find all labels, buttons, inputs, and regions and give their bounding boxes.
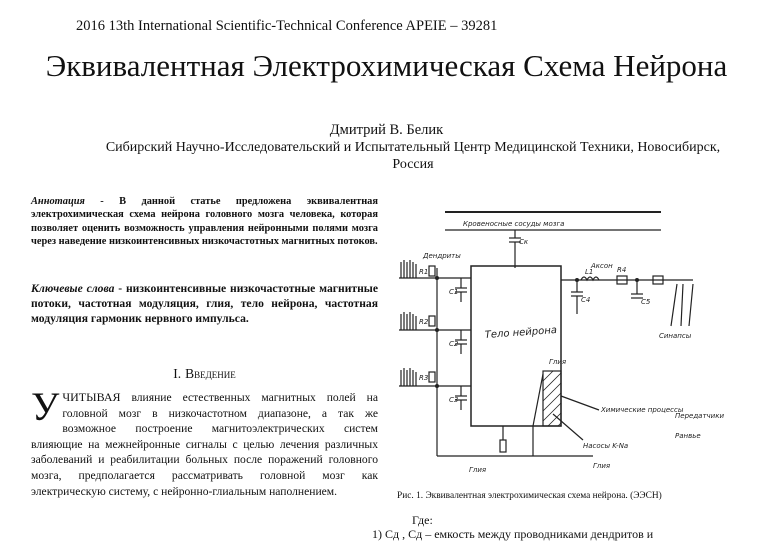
label-c-vessel: Ск — [519, 238, 529, 246]
label-dendrites: Дендриты — [423, 252, 461, 260]
label-c1: C1 — [449, 288, 459, 296]
keywords — [31, 281, 378, 326]
label-c3: C3 — [449, 396, 459, 404]
label-synapses: Синапсы — [659, 332, 692, 340]
drop-cap: У — [31, 384, 60, 429]
label-neuron-body: Тело нейрона — [484, 324, 558, 341]
author-affiliation: Сибирский Научно-Исследовательский и Испытательный Центр Медицинской Техники, Новосибирск, Россия — [105, 140, 721, 172]
glia-hatching — [543, 371, 561, 426]
abstract-text: - В данной статье предложена эквивалентная электрохимическая схема нейрона головного мозга человека, которая позволяет оценить возможность управления нейронными полями мозга через наведение низкоинтенсивных низкочастотных магнитных потоков. — [31, 196, 378, 248]
where-label: Где: — [412, 513, 433, 527]
label-r4: R4 — [617, 266, 627, 274]
section-heading — [31, 366, 378, 382]
label-c2: C2 — [449, 340, 459, 348]
section-number: I. — [173, 366, 182, 381]
label-c4: C4 — [581, 296, 591, 304]
intro-first-word: ЧИТЫВАЯ — [62, 390, 121, 404]
label-ranvier: Ранвье — [675, 432, 701, 440]
label-glia-2: Глия — [593, 462, 611, 470]
label-chem-processes: Химические процессы — [601, 406, 684, 414]
label-glia-bottom: Глия — [469, 466, 487, 474]
label-r1: R1 — [419, 268, 429, 276]
abstract — [31, 195, 378, 249]
author-name: Дмитрий В. Белик — [329, 122, 444, 138]
keywords-label: Ключевые слова — [31, 282, 115, 295]
label-r3: R3 — [419, 374, 429, 382]
label-glia: Глия — [549, 358, 567, 366]
keywords-text: - низкоинтенсивные низкочастотные магнитные потоки, частотная модуляция, глия, тело нейрона, частотная модуляция гармоник нервного импульса. — [31, 282, 378, 325]
intro-paragraph — [31, 384, 378, 499]
label-transmitters: Передатчики — [675, 412, 724, 420]
abstract-label: Аннотация — [31, 196, 85, 207]
label-l1: L1 — [585, 268, 594, 276]
section-title: Введение — [185, 366, 236, 381]
intro-text: влияние естественных магнитных полей на головной мозг в низкочастотном диапазоне, а так же возможное построение магнитоэлектрических систем влияющие на межнейронные сигналы с целью лечения различных заболеваний и реабилитации больных после поражений головного мозга, предполагается рассматривать головной мозг как электрическую систему, с нейронно-глиальным наполнением. — [31, 391, 378, 498]
dendrite-row-3 — [399, 368, 471, 410]
definition-list-item-1: 1) Сд , Сд – емкость между проводниками дендритов и — [372, 527, 654, 541]
label-axon: Аксон — [591, 262, 613, 270]
label-vessels: Кровеносные сосуды мозга — [463, 220, 565, 228]
paper-title: Эквивалентная Электрохимическая Схема Нейрона — [45, 48, 728, 83]
dendrite-row-1 — [399, 260, 471, 302]
conference-header: 2016 13th International Scientific-Technical Conference APEIE – 39281 — [76, 18, 498, 34]
neuron-circuit-figure — [393, 196, 728, 486]
neuron-body-box — [471, 266, 561, 426]
label-pump: Насосы K-Na — [583, 442, 629, 450]
label-c5: C5 — [641, 298, 651, 306]
dendrite-row-2 — [399, 312, 471, 354]
figure-caption: Рис. 1. Эквивалентная электрохимическая схема нейрона. (ЭЭСН) — [397, 491, 662, 501]
label-r2: R2 — [419, 318, 429, 326]
